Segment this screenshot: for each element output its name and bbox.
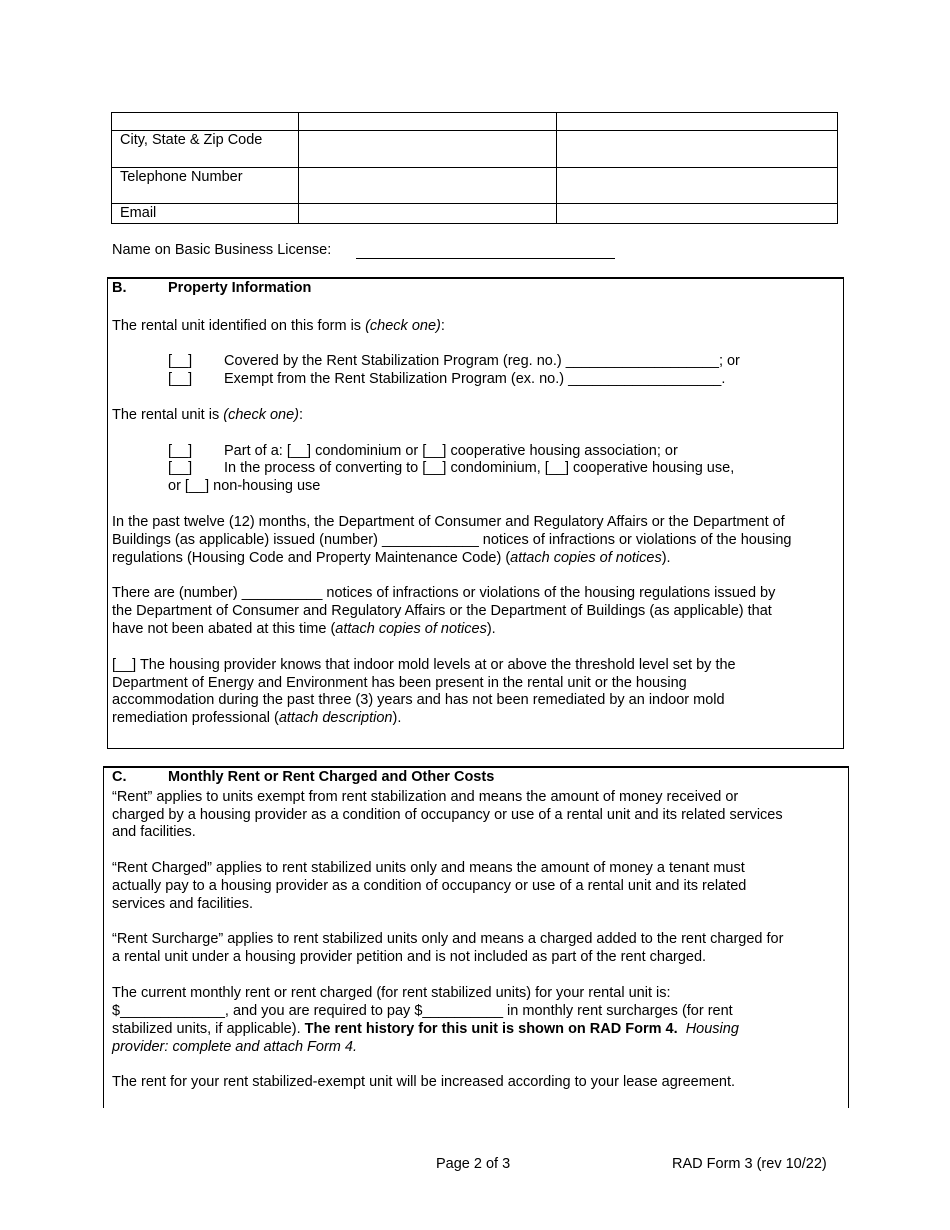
text: attach copies of notices (335, 621, 487, 637)
paragraph-line: There are (number) __________ notices of infractions or violations of the housing regulations issued by (112, 585, 776, 601)
license-name-field[interactable] (356, 240, 615, 259)
section-title: Monthly Rent or Rent Charged and Other Costs (168, 769, 495, 785)
option-part-of: Part of a: [__] condominium or [__] cooperative housing association; or (224, 443, 678, 459)
paragraph-line: services and facilities. (112, 896, 254, 912)
option-converting: In the process of converting to [__] condominium, [__] cooperative housing use, (224, 460, 735, 476)
text: The rental unit is (112, 407, 224, 423)
paragraph-line: actually pay to a housing provider as a condition of occupancy or use of a rental unit and its related (112, 878, 747, 894)
input-cell[interactable] (557, 131, 838, 168)
input-cell[interactable] (298, 131, 557, 168)
text: have not been abated at this time ( (112, 621, 336, 637)
table-row (112, 131, 838, 168)
intro-text (112, 317, 445, 335)
text: (check one) (365, 318, 441, 334)
text: attach description (278, 710, 393, 726)
checkbox-exempt[interactable]: [__] (168, 371, 193, 387)
option-converting-cont: or [__] non-housing use (168, 478, 321, 494)
paragraph-line: $_____________, and you are required to pay $__________ in monthly rent surcharges (for rent (112, 1003, 733, 1019)
text: regulations (Housing Code and Property Maintenance Code) ( (112, 550, 511, 566)
table-row (112, 168, 838, 204)
paragraph-line (112, 1020, 739, 1038)
paragraph-line (112, 1038, 357, 1056)
section-c-header (104, 767, 848, 785)
text: The rent history for this unit is shown on RAD Form 4. (304, 1021, 678, 1037)
checkbox-part-of[interactable]: [__] (168, 443, 193, 459)
row-label: Telephone Number (112, 168, 299, 204)
table-row (112, 113, 838, 131)
input-cell[interactable] (298, 168, 557, 204)
text: stabilized units, if applicable). (112, 1021, 305, 1037)
option-covered: Covered by the Rent Stabilization Program (reg. no.) ___________________; or (224, 353, 740, 369)
text: Housing (677, 1021, 739, 1037)
text: attach copies of notices (510, 550, 662, 566)
paragraph-line: Department of Energy and Environment has been present in the rental unit or the housing (112, 675, 687, 691)
input-cell[interactable] (557, 113, 838, 131)
paragraph-line: The current monthly rent or rent charged (for rent stabilized units) for your rental unit is: (112, 985, 671, 1001)
text: : (299, 407, 304, 423)
license-label: Name on Basic Business License: (112, 242, 332, 258)
text: (check one) (223, 407, 299, 423)
text: remediation professional ( (112, 710, 279, 726)
text: : (440, 318, 445, 334)
option-exempt: Exempt from the Rent Stabilization Program (ex. no.) ___________________. (224, 371, 726, 387)
section-title: Property Information (168, 280, 312, 296)
input-cell[interactable] (557, 168, 838, 204)
paragraph-line: “Rent” applies to units exempt from rent stabilization and means the amount of money received or (112, 789, 739, 805)
input-cell[interactable] (557, 204, 838, 224)
paragraph-line: charged by a housing provider as a condition of occupancy or use of a rental unit and its related services (112, 807, 783, 823)
row-label: Email (112, 204, 299, 224)
input-cell[interactable] (298, 204, 557, 224)
paragraph-line: the Department of Consumer and Regulatory Affairs or the Department of Buildings (as applicable) that (112, 603, 772, 619)
contact-table (111, 112, 838, 224)
paragraph-line: and facilities. (112, 824, 196, 840)
paragraph-line (112, 549, 671, 567)
page-number: Page 2 of 3 (436, 1156, 511, 1172)
section-letter: B. (112, 280, 127, 296)
checkbox-covered[interactable]: [__] (168, 353, 193, 369)
paragraph-line: “Rent Charged” applies to rent stabilized units only and means the amount of money a tenant must (112, 860, 745, 876)
checkbox-converting[interactable]: [__] (168, 460, 193, 476)
text: ). (486, 621, 496, 637)
paragraph-line (112, 709, 401, 727)
text: The rental unit identified on this form is (112, 318, 366, 334)
section-letter: C. (112, 769, 127, 785)
paragraph-line: In the past twelve (12) months, the Department of Consumer and Regulatory Affairs or the Department of (112, 514, 785, 530)
row-label (112, 113, 299, 131)
paragraph-line: accommodation during the past three (3) years and has not been remediated by an indoor mold (112, 692, 725, 708)
paragraph-line: a rental unit under a housing provider petition and is not included as part of the rent charged. (112, 949, 707, 965)
input-cell[interactable] (298, 113, 557, 131)
paragraph-line (112, 620, 496, 638)
form-id: RAD Form 3 (rev 10/22) (672, 1156, 827, 1172)
paragraph-line: [__] The housing provider knows that indoor mold levels at or above the threshold level set by the (112, 657, 736, 673)
paragraph-line: Buildings (as applicable) issued (number) ____________ notices of infractions or violations of the housing (112, 532, 792, 548)
paragraph-line: The rent for your rent stabilized-exempt unit will be increased according to your lease agreement. (112, 1074, 736, 1090)
text: ). (661, 550, 671, 566)
text: ). (392, 710, 402, 726)
intro-text (112, 406, 303, 424)
row-label: City, State & Zip Code (112, 131, 299, 168)
paragraph-line: “Rent Surcharge” applies to rent stabilized units only and means a charged added to the rent charged for (112, 931, 784, 947)
table-row (112, 204, 838, 224)
section-b-header (108, 278, 843, 296)
text: provider: complete and attach Form 4. (112, 1039, 358, 1055)
